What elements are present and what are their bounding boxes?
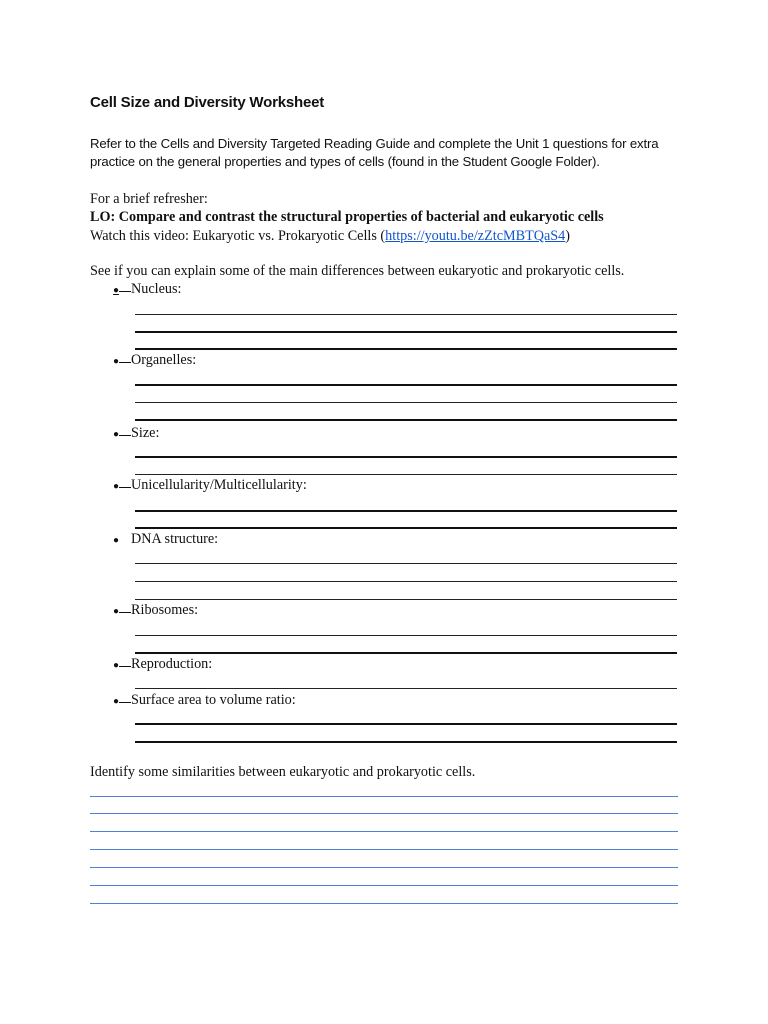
answer-line[interactable]	[135, 474, 677, 475]
item-label: Ribosomes:	[131, 602, 199, 618]
similarities-answer-line[interactable]	[90, 903, 678, 904]
bullet-icon: ●	[113, 429, 120, 440]
answer-line[interactable]	[135, 419, 677, 421]
page-title: Cell Size and Diversity Worksheet	[90, 94, 325, 111]
answer-line[interactable]	[135, 688, 677, 689]
bullet-underline	[119, 291, 131, 292]
refresher-line: For a brief refresher:	[90, 191, 208, 207]
similarities-answer-line[interactable]	[90, 885, 678, 886]
similarities-prompt: Identify some similarities between eukaryotic and prokaryotic cells.	[90, 764, 476, 780]
item-label: Unicellularity/Multicellularity:	[131, 477, 307, 493]
list-item	[113, 281, 181, 298]
answer-line[interactable]	[135, 456, 677, 458]
bullet-icon: ●	[113, 285, 120, 296]
list-item	[113, 425, 159, 442]
similarities-answer-line[interactable]	[90, 796, 678, 797]
answer-line[interactable]	[135, 599, 677, 600]
answer-line[interactable]	[135, 635, 677, 636]
answer-line[interactable]	[135, 314, 677, 315]
bullet-icon: ●	[113, 696, 120, 707]
answer-line[interactable]	[135, 581, 677, 582]
similarities-answer-line[interactable]	[90, 867, 678, 868]
item-label: Organelles:	[131, 352, 197, 368]
bullet-icon: ●	[113, 356, 120, 367]
list-item	[113, 692, 296, 709]
item-label: DNA structure:	[131, 531, 219, 547]
item-label: Surface area to volume ratio:	[131, 692, 296, 708]
list-item	[113, 477, 307, 494]
bullet-icon: ●	[113, 481, 120, 492]
similarities-answer-line[interactable]	[90, 849, 678, 850]
bullet-icon: ●	[113, 535, 120, 546]
item-label: Reproduction:	[131, 656, 213, 672]
bullet-underline	[119, 362, 131, 363]
bullet-icon: ●	[113, 606, 120, 617]
list-item	[113, 531, 218, 548]
item-label: Size:	[131, 425, 160, 441]
bullet-underline	[119, 702, 131, 703]
bullet-underline	[119, 666, 131, 667]
learning-objective-text: LO: Compare and contrast the structural properties of bacterial and eukaryotic cells	[90, 209, 604, 225]
answer-line[interactable]	[135, 741, 677, 743]
video-line	[90, 228, 570, 245]
intro-paragraph: Refer to the Cells and Diversity Targeted Reading Guide and complete the Unit 1 questions for extra practice on the general properties and types of cells (found in the Student Google Folder).	[90, 136, 659, 169]
learning-objective	[90, 209, 604, 226]
similarities-answer-line[interactable]	[90, 813, 678, 814]
answer-line[interactable]	[135, 723, 677, 725]
bullet-underline	[119, 612, 131, 613]
bullet-underline	[119, 435, 131, 436]
list-item	[113, 602, 198, 619]
similarities-answer-line[interactable]	[90, 831, 678, 832]
video-prefix: Watch this video: Eukaryotic vs. Prokaryotic Cells (	[90, 228, 386, 244]
answer-line[interactable]	[135, 510, 677, 512]
answer-line[interactable]	[135, 348, 677, 350]
bullet-icon: ●	[113, 660, 120, 671]
answer-line[interactable]	[135, 331, 677, 333]
answer-line[interactable]	[135, 652, 677, 654]
list-item	[113, 352, 196, 369]
answer-line[interactable]	[135, 384, 677, 386]
list-item	[113, 656, 212, 673]
answer-line[interactable]	[135, 563, 677, 564]
answer-line[interactable]	[135, 527, 677, 529]
answer-line[interactable]	[135, 402, 677, 403]
item-label: Nucleus:	[131, 281, 182, 297]
bullet-underline	[119, 487, 131, 488]
differences-prompt: See if you can explain some of the main differences between eukaryotic and prokaryotic cells.	[90, 263, 625, 279]
video-link[interactable]: https://youtu.be/zZtcMBTQaS4	[385, 228, 566, 244]
video-suffix: )	[565, 228, 570, 244]
